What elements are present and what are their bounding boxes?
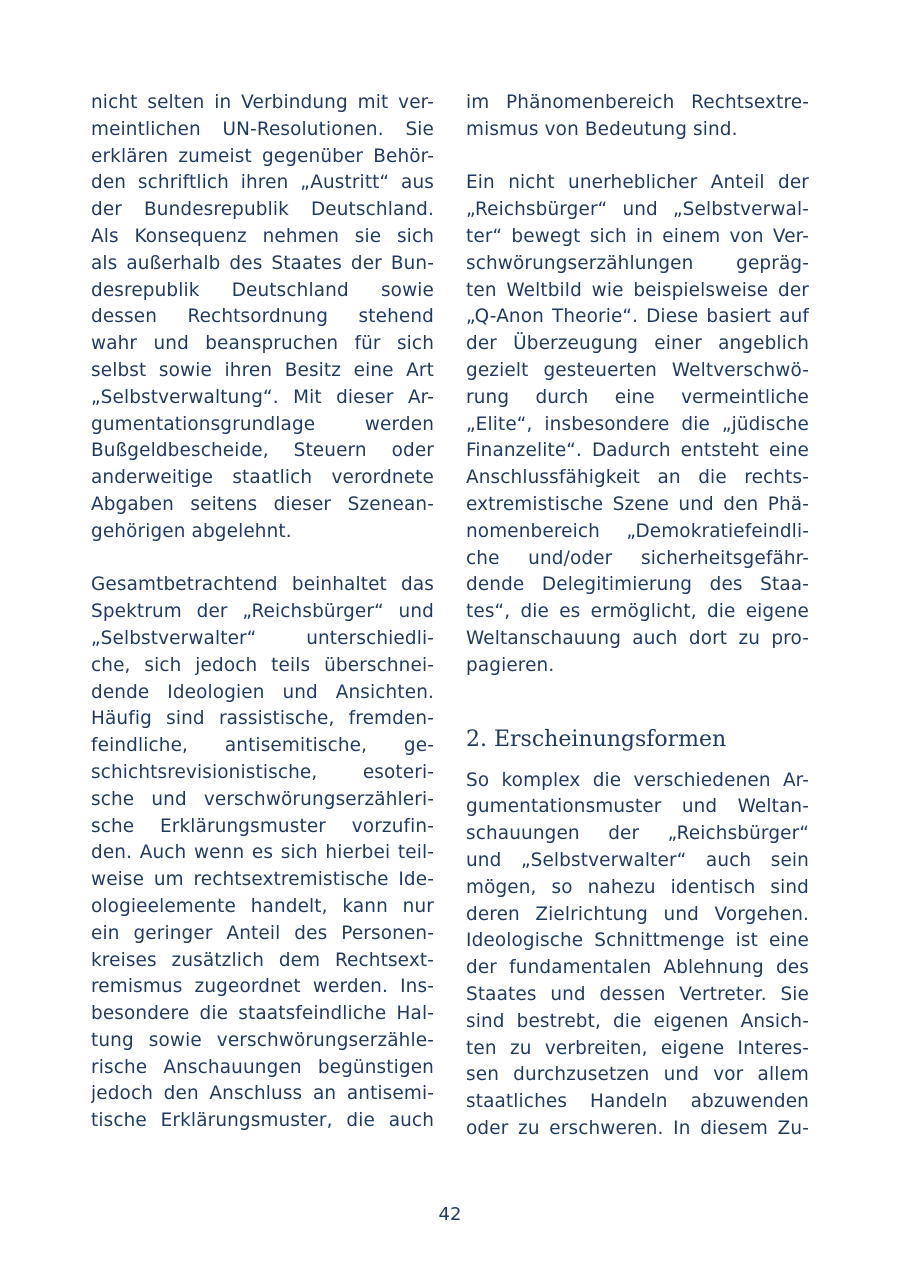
text-line: tes“, die es ermöglicht, die eigene [466,601,809,623]
text-line: rung durch eine vermeintliche [466,386,809,408]
section-heading: 2. Erscheinungsformen [466,726,727,752]
text-line: Anschlussfähigkeit an die rechts- [466,467,809,489]
text-line: staatliches Handeln abzuwenden [466,1091,809,1113]
text-line: sen durchzusetzen und vor allem [466,1064,809,1086]
text-line: ten zu verbreiten, eigene Interes- [466,1037,809,1059]
text-line: pagieren. [466,654,555,676]
paragraph [466,90,809,144]
text-line: gumentationsgrundlage werden [91,413,434,435]
text-line: ten Weltbild wie beispielsweise der [466,279,809,301]
text-line: Ideologische Schnittmenge ist eine [466,930,809,952]
text-line: schwörungserzählungen gepräg- [466,252,809,274]
text-line: ein geringer Anteil des Personen- [91,922,434,944]
paragraph-spacer [466,144,809,171]
text-line: den schriftlich ihren „Austritt“ aus [91,172,434,194]
paragraph [466,768,809,1143]
text-line: Ein nicht unerheblicher Anteil der [466,172,809,194]
text-line: „Selbstverwalter“ unterschiedli- [91,627,434,649]
text-line: Spektrum der „Reichsbürger“ und [91,601,434,623]
text-line: Finanzelite“. Dadurch entsteht eine [466,440,809,462]
text-line: ologieelemente handelt, kann nur [91,895,434,917]
text-line: besondere die staatsfeindliche Hal- [91,1003,434,1025]
text-line: dende Delegitimierung des Staa- [466,574,809,596]
text-line: sche Erklärungsmuster vorzufin- [91,815,434,837]
text-line: schichtsrevisionistische, esoteri- [91,761,434,783]
text-line: deren Zielrichtung und Vorgehen. [466,903,809,925]
text-line: che und/oder sicherheitsgefähr- [466,547,809,569]
text-line: Weltanschauung auch dort zu pro- [466,627,809,649]
text-line: dende Ideologien und Ansichten. [91,681,434,703]
left-column [91,90,434,1135]
paragraph [91,572,434,1135]
text-line: schauungen der „Reichsbürger“ [466,823,809,845]
text-line: gezielt gesteuerten Weltverschwö- [466,359,809,381]
text-line: als außerhalb des Staates der Bun- [91,252,434,274]
text-line: und „Selbstverwalter“ auch sein [466,849,809,871]
text-line: gumentationsmuster und Weltan- [466,796,809,818]
paragraph-spacer [91,546,434,573]
text-line: der fundamentalen Ablehnung des [466,957,809,979]
text-line: selbst sowie ihren Besitz eine Art [91,359,434,381]
text-line: nicht selten in Verbindung mit ver- [91,92,434,113]
text-line: Abgaben seitens dieser Szenean- [91,493,434,515]
text-line: feindliche, antisemitische, ge- [91,735,434,757]
text-line: im Phänomenbereich Rechtsextre- [466,92,809,113]
text-line: Häufig sind rassistische, fremden- [91,708,434,730]
text-line: „Reichsbürger“ und „Selbstverwal- [466,199,809,221]
paragraph [91,90,434,546]
text-line: wahr und beanspruchen für sich [91,333,434,355]
text-line: meintlichen UN-Resolutionen. Sie [91,118,434,140]
paragraph [466,170,809,679]
text-line: Als Konsequenz nehmen sie sich [91,225,434,247]
text-line: gehörigen abgelehnt. [91,520,292,542]
text-line: „Selbstverwaltung“. Mit dieser Ar- [91,386,434,408]
text-line: oder zu erschweren. In diesem Zu- [466,1117,809,1139]
text-line: mismus von Bedeutung sind. [466,118,738,140]
text-line: der Überzeugung einer angeblich [466,333,809,355]
text-line: „Elite“, insbesondere die „jüdische [466,413,809,435]
text-line: ter“ bewegt sich in einem von Ver- [466,225,809,247]
text-line: tische Erklärungsmuster, die auch [91,1110,434,1132]
text-line: dessen Rechtsordnung stehend [91,306,434,328]
text-line: jedoch den Anschluss an antisemi- [91,1083,434,1105]
text-line: kreises zusätzlich dem Rechtsext- [91,949,434,971]
text-line: tung sowie verschwörungserzähle- [91,1029,434,1051]
text-line: rische Anschauungen begünstigen [91,1056,434,1078]
text-line: So komplex die verschiedenen Ar- [466,769,809,791]
text-line: Bußgeldbescheide, Steuern oder [91,440,434,462]
page-number: 42 [438,1204,462,1225]
text-line: remismus zugeordnet werden. Ins- [91,976,434,998]
text-line: Staates und dessen Vertreter. Sie [466,983,809,1005]
text-line: extremistische Szene und den Phä- [466,493,809,515]
text-line: sche und verschwörungserzähleri- [91,788,434,810]
text-line: sind bestrebt, die eigenen Ansich- [466,1010,809,1032]
text-line: anderweitige staatlich verordnete [91,467,434,489]
right-column [466,90,809,1143]
text-line: che, sich jedoch teils überschnei- [91,654,434,676]
text-line: Gesamtbetrachtend beinhaltet das [91,574,434,596]
text-line: mögen, so nahezu identisch sind [466,876,809,898]
text-line: „Q-Anon Theorie“. Diese basiert auf [466,306,809,328]
text-line: nomenbereich „Demokratiefeindli- [466,520,809,542]
text-line: weise um rechtsextremistische Ide- [91,869,434,891]
text-line: desrepublik Deutschland sowie [91,279,434,301]
text-line: der Bundesrepublik Deutschland. [91,199,434,221]
text-line: den. Auch wenn es sich hierbei teil- [91,842,434,864]
text-line: erklären zumeist gegenüber Behör- [91,145,434,167]
